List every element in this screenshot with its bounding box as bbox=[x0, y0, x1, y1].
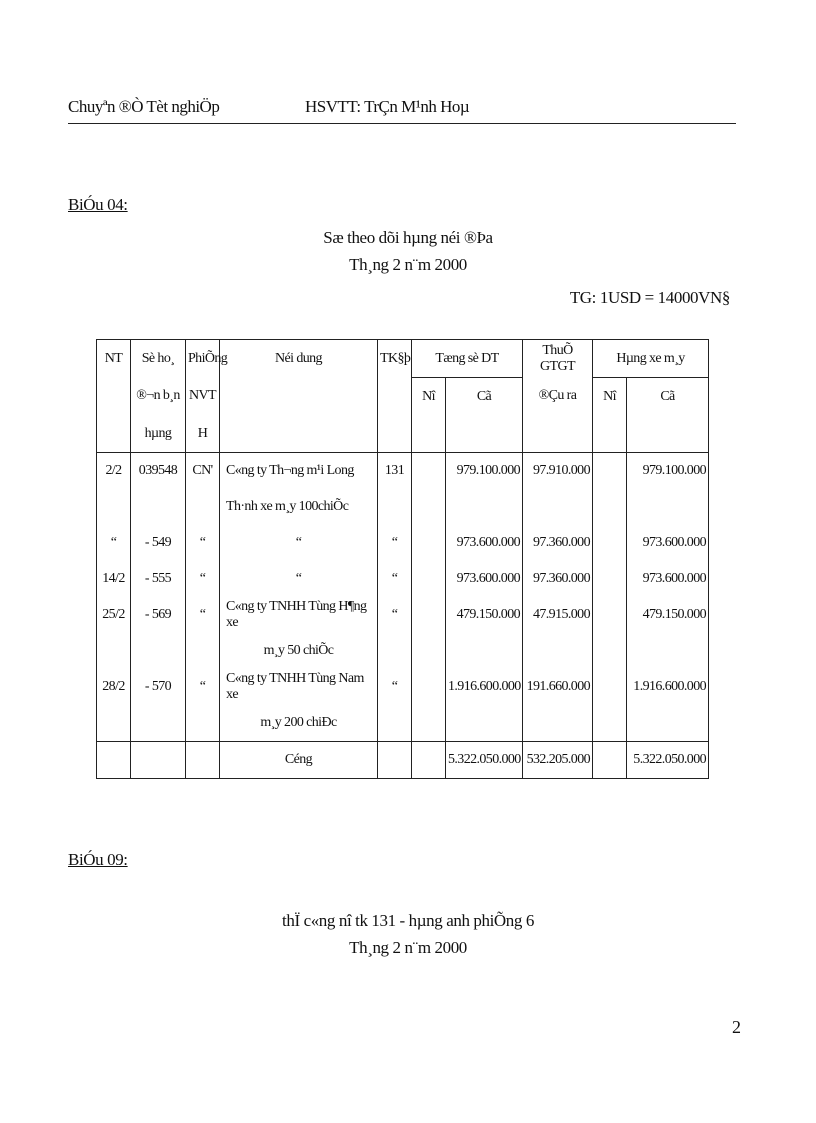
cell-noi-dung: “ bbox=[220, 561, 378, 597]
cell-phieu: “ bbox=[186, 561, 220, 597]
table-row bbox=[97, 597, 709, 633]
cell-so-hoa-don: 039548 bbox=[131, 453, 186, 490]
cell-phieu: “ bbox=[186, 669, 220, 705]
cell-nt: 2/2 bbox=[97, 453, 131, 490]
cell-phieu: CN' bbox=[186, 453, 220, 490]
sales-ledger-table bbox=[96, 339, 709, 779]
cell-dt-co: 973.600.000 bbox=[446, 561, 523, 597]
col-header-tong-so-dt: Tæng sè DT bbox=[412, 340, 523, 378]
table-row bbox=[97, 525, 709, 561]
cell-dt-co: 1.916.600.000 bbox=[446, 669, 523, 705]
cell-so-hoa-don: - 570 bbox=[131, 669, 186, 705]
cell-noi-dung-cont: Th·nh xe m¸y 100chiÕc bbox=[220, 489, 378, 525]
section-label-bieu-04: BiÓu 04: bbox=[68, 195, 128, 214]
col-header-hang-xe-may: Hµng xe m¸y bbox=[593, 340, 709, 378]
receivable-ledger-subtitle: Th¸ng 2 n¨m 2000 bbox=[349, 938, 467, 957]
cell-noi-dung-cont: m¸y 200 chiÐc bbox=[220, 705, 378, 742]
cell-tk-du: “ bbox=[378, 597, 412, 633]
cell-dt-co: 979.100.000 bbox=[446, 453, 523, 490]
ledger-subtitle: Th¸ng 2 n¨m 2000 bbox=[349, 255, 467, 274]
col-header-dt-co: Cã bbox=[446, 378, 523, 416]
running-header-right: HSVTT: TrÇn M¹nh Hoµ bbox=[305, 97, 470, 116]
col-header-nt: NT bbox=[97, 340, 131, 378]
cell-phieu: “ bbox=[186, 525, 220, 561]
exchange-rate: TG: 1USD = 14000VN§ bbox=[569, 288, 730, 307]
cell-hxm-no bbox=[593, 669, 627, 705]
cell-hxm-no bbox=[593, 453, 627, 490]
total-thue-gtgt: 532.205.000 bbox=[523, 742, 593, 779]
col-header-dt-no: Nî bbox=[412, 378, 446, 416]
total-label: Céng bbox=[220, 742, 378, 779]
col-header-noi-dung: Néi dung bbox=[220, 340, 378, 378]
cell-dt-no bbox=[412, 669, 446, 705]
cell-hxm-no bbox=[593, 597, 627, 633]
cell-tk-du: “ bbox=[378, 561, 412, 597]
cell-hxm-co: 973.600.000 bbox=[627, 525, 709, 561]
cell-dt-co: 973.600.000 bbox=[446, 525, 523, 561]
receivable-ledger-title: thÏ c«ng nî tk 131 - hµng anh phiÕng 6 bbox=[282, 911, 534, 930]
cell-thue-gtgt: 97.910.000 bbox=[523, 453, 593, 490]
cell-nt: 25/2 bbox=[97, 597, 131, 633]
cell-hxm-co: 973.600.000 bbox=[627, 561, 709, 597]
cell-so-hoa-don: - 555 bbox=[131, 561, 186, 597]
running-header-left: Chuyªn ®Ò Tèt nghiÖp bbox=[68, 97, 220, 116]
cell-nt: 14/2 bbox=[97, 561, 131, 597]
col-header-tk-du: TK§þ bbox=[378, 340, 412, 378]
cell-tk-du: “ bbox=[378, 525, 412, 561]
table-row bbox=[97, 669, 709, 705]
col-header-so-hoa-don: Sè ho¸ bbox=[131, 340, 186, 378]
cell-so-hoa-don: - 549 bbox=[131, 525, 186, 561]
cell-dt-no bbox=[412, 525, 446, 561]
cell-dt-no bbox=[412, 453, 446, 490]
total-hxm-co: 5.322.050.000 bbox=[627, 742, 709, 779]
cell-noi-dung: C«ng ty TNHH Tùng Nam xe bbox=[220, 669, 378, 705]
ledger-title: Sæ theo dõi hµng néi ®Þa bbox=[323, 228, 493, 247]
cell-hxm-co: 979.100.000 bbox=[627, 453, 709, 490]
cell-dt-co: 479.150.000 bbox=[446, 597, 523, 633]
cell-thue-gtgt: 191.660.000 bbox=[523, 669, 593, 705]
col-header-phieu-2: NVT bbox=[186, 378, 220, 416]
cell-thue-gtgt: 47.915.000 bbox=[523, 597, 593, 633]
section-label-bieu-09: BiÓu 09: bbox=[68, 850, 128, 869]
cell-phieu: “ bbox=[186, 597, 220, 633]
table-total-row bbox=[97, 742, 709, 779]
cell-noi-dung-cont: m¸y 50 chiÕc bbox=[220, 633, 378, 669]
cell-dt-no bbox=[412, 561, 446, 597]
page-number: 2 bbox=[732, 1017, 741, 1037]
cell-hxm-no bbox=[593, 561, 627, 597]
cell-nt: “ bbox=[97, 525, 131, 561]
table-row bbox=[97, 561, 709, 597]
cell-thue-gtgt: 97.360.000 bbox=[523, 525, 593, 561]
total-dt-co: 5.322.050.000 bbox=[446, 742, 523, 779]
cell-hxm-co: 479.150.000 bbox=[627, 597, 709, 633]
cell-noi-dung: C«ng ty Th¬ng m¹i Long bbox=[220, 453, 378, 490]
cell-noi-dung: C«ng ty TNHH Tùng H¶ng xe bbox=[220, 597, 378, 633]
col-header-hxm-co: Cã bbox=[627, 378, 709, 416]
cell-thue-gtgt: 97.360.000 bbox=[523, 561, 593, 597]
cell-hxm-no bbox=[593, 525, 627, 561]
header-rule bbox=[68, 123, 736, 124]
cell-tk-du: 131 bbox=[378, 453, 412, 490]
col-header-thue-gtgt-2: ®Çu ra bbox=[523, 378, 593, 416]
table-row bbox=[97, 453, 709, 490]
col-header-so-hoa-don-3: hµng bbox=[131, 415, 186, 453]
col-header-so-hoa-don-2: ®¬n b¸n bbox=[131, 378, 186, 416]
cell-so-hoa-don: - 569 bbox=[131, 597, 186, 633]
col-header-phieu-3: H bbox=[186, 415, 220, 453]
cell-tk-du: “ bbox=[378, 669, 412, 705]
col-header-thue-gtgt: ThuÕ GTGT bbox=[523, 340, 593, 378]
cell-hxm-co: 1.916.600.000 bbox=[627, 669, 709, 705]
cell-nt: 28/2 bbox=[97, 669, 131, 705]
col-header-phieu: PhiÕng bbox=[186, 340, 220, 378]
col-header-hxm-no: Nî bbox=[593, 378, 627, 416]
cell-dt-no bbox=[412, 597, 446, 633]
cell-noi-dung: “ bbox=[220, 525, 378, 561]
